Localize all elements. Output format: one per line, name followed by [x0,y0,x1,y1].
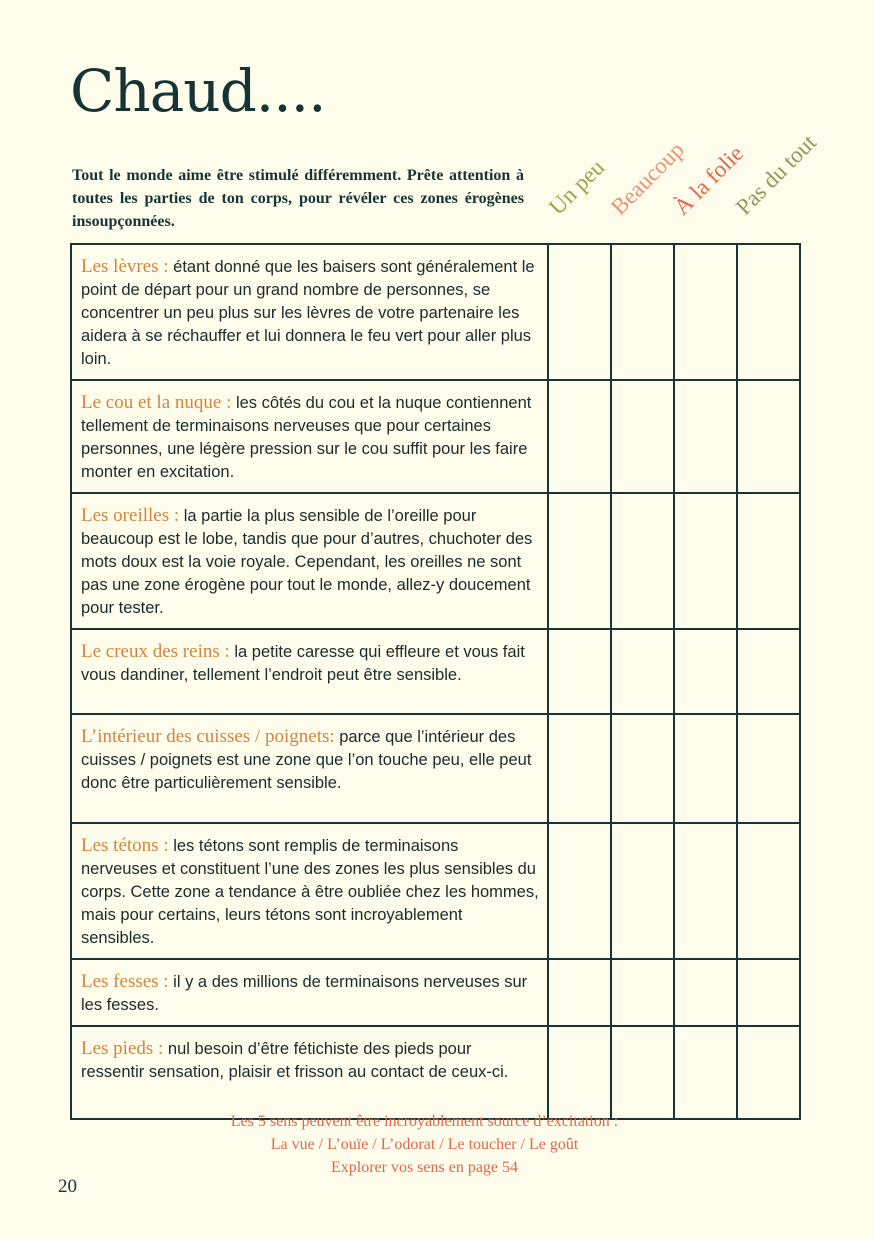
zone-description [71,959,548,1026]
zone-name: Les oreilles : [81,505,180,526]
checkbox-un-peu[interactable] [548,823,611,959]
zone-text: la petite caresse qui effleure et vous fait vous dandiner, tellement l’endroit peut être sensible. [81,643,525,684]
checkbox-pas-du-tout[interactable] [737,493,800,629]
zone-text: il y a des millions de terminaisons nerveuses sur les fesses. [81,973,528,1014]
checkbox-pas-du-tout[interactable] [737,629,800,714]
checkbox-beaucoup[interactable] [611,1026,674,1119]
zone-name: Les fesses : [81,971,169,992]
table-row [71,959,800,1026]
table-row [71,493,800,629]
senses-list: La vue / L’ouïe / L’odorat / Le toucher / Le goût [270,1136,579,1153]
checkbox-a-la-folie[interactable] [674,714,737,823]
column-header-pas-du-tout: Pas du tout [731,129,821,220]
table-row [71,629,800,714]
senses-page-reference: Explorer vos sens en page 54 [330,1159,519,1176]
checkbox-un-peu[interactable] [548,244,611,380]
checkbox-pas-du-tout[interactable] [737,1026,800,1119]
zone-name: Le cou et la nuque : [81,392,232,413]
table-row [71,823,800,959]
checkbox-a-la-folie[interactable] [674,380,737,493]
zone-description [71,629,548,714]
checkbox-pas-du-tout[interactable] [737,714,800,823]
checkbox-beaucoup[interactable] [611,823,674,959]
zone-name: L’intérieur des cuisses / poignets: [81,726,335,747]
zone-description [71,244,548,380]
column-header-beaucoup: Beaucoup [606,136,689,220]
checkbox-un-peu[interactable] [548,493,611,629]
table-row [71,244,800,380]
table-row [71,714,800,823]
zone-text: nul besoin d’être fétichiste des pieds pour ressentir sensation, plaisir et frisson au contact de ceux-ci. [81,1040,509,1081]
table-row [71,1026,800,1119]
checkbox-un-peu[interactable] [548,629,611,714]
checkbox-pas-du-tout[interactable] [737,959,800,1026]
column-header-un-peu: Un peu [544,154,610,220]
checkbox-un-peu[interactable] [548,1026,611,1119]
checkbox-beaucoup[interactable] [611,493,674,629]
checkbox-a-la-folie[interactable] [674,629,737,714]
table-row [71,380,800,493]
page-title: Chaud.... [70,57,326,125]
checkbox-un-peu[interactable] [548,380,611,493]
zone-name: Les pieds : [81,1038,164,1059]
zone-text: la partie la plus sensible de l’oreille pour beaucoup est le lobe, tandis que pour d’autres, chuchoter des mots doux est la voie royale. Cependant, les oreilles ne sont pas une zone érogène pour tout le monde, allez-y doucement pour tester. [81,507,533,617]
zone-name: Les lèvres : [81,256,169,277]
zone-text: parce que l’intérieur des cuisses / poignets est une zone que l’on touche peu, elle peut donc être particulièrement sensible. [81,728,532,792]
zone-description [71,493,548,629]
zone-description [71,380,548,493]
senses-note [70,1110,779,1179]
zone-text: les tétons sont remplis de terminaisons nerveuses et constituent l’une des zones les plus sensibles du corps. Cette zone a tendance à être oubliée chez les hommes, mais pour certains, leurs tétons sont incroyablement sensibles. [81,837,539,947]
checkbox-beaucoup[interactable] [611,959,674,1026]
checkbox-pas-du-tout[interactable] [737,380,800,493]
checkbox-a-la-folie[interactable] [674,244,737,380]
zone-description [71,1026,548,1119]
checkbox-a-la-folie[interactable] [674,959,737,1026]
zone-text: les côtés du cou et la nuque contiennent tellement de terminaisons nerveuses que pour certaines personnes, une légère pression sur le cou suffit pour les faire monter en excitation. [81,394,532,481]
zone-description [71,823,548,959]
checkbox-a-la-folie[interactable] [674,1026,737,1119]
checkbox-beaucoup[interactable] [611,714,674,823]
checkbox-beaucoup[interactable] [611,629,674,714]
checkbox-a-la-folie[interactable] [674,493,737,629]
zone-text: étant donné que les baisers sont généralement le point de départ pour un grand nombre de personnes, se concentrer un peu plus sur les lèvres de votre partenaire les aidera à se réchauffer et lui donnera le feu vert pour aller plus loin. [81,258,535,368]
checkbox-beaucoup[interactable] [611,244,674,380]
intro-paragraph: Tout le monde aime être stimulé différemment. Prête attention à toutes les parties de ton corps, pour révéler ces zones érogènes insoupçonnées. [72,167,524,230]
checkbox-beaucoup[interactable] [611,380,674,493]
checkbox-pas-du-tout[interactable] [737,823,800,959]
column-header-a-la-folie: À la folie [669,140,749,220]
checkbox-pas-du-tout[interactable] [737,244,800,380]
zone-name: Les tétons : [81,835,169,856]
zone-name: Le creux des reins : [81,641,230,662]
page-number: 20 [58,1176,77,1197]
senses-note-line: Les 5 sens peuvent être incroyablement source d’excitation : [230,1113,619,1130]
erogenous-zones-checklist [70,243,801,1120]
checkbox-un-peu[interactable] [548,959,611,1026]
checkbox-un-peu[interactable] [548,714,611,823]
checkbox-a-la-folie[interactable] [674,823,737,959]
zone-description [71,714,548,823]
